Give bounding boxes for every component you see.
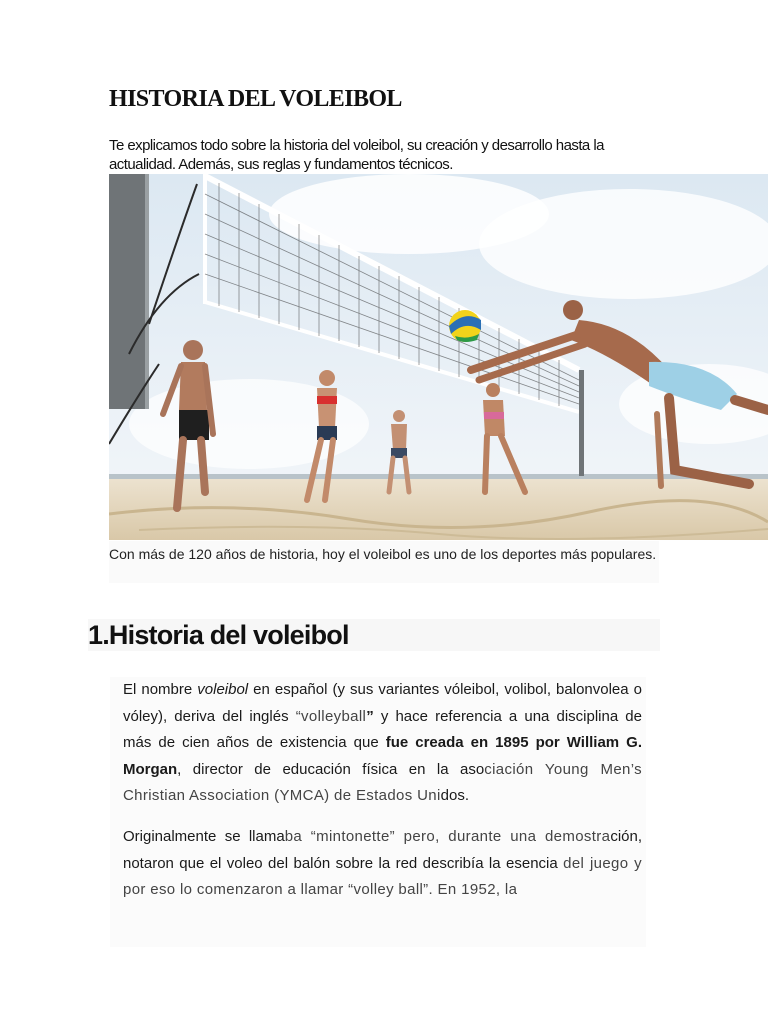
p1-text: , director de educación física en la aso	[177, 760, 485, 778]
p1-text: El nombre	[123, 681, 198, 698]
p2-light-volley-ball: del juego y por eso lo comenzaron a llamar “volley ball”. En 1952, la	[123, 854, 643, 899]
section-body	[110, 677, 646, 947]
paragraph-2	[110, 824, 646, 904]
beach-volleyball-photo	[109, 174, 768, 540]
p2-text: ción, notaron que el voleo del balón sobre la red describía la esencia	[123, 827, 642, 872]
p2-light-mintonette: ba “mintonette” pero, durante una demostra	[284, 827, 611, 845]
p1-bold-quote: ”	[366, 707, 374, 725]
photo-caption: Con más de 120 años de historia, hoy el voleibol es uno de los deportes más populares.	[109, 541, 659, 583]
p1-text: y hace referencia a una disciplina de más de cien años de existencia que	[123, 707, 642, 752]
document-title: HISTORIA DEL VOLEIBOL	[109, 86, 402, 112]
p1-quote-volleyball: “volleyball	[295, 707, 367, 725]
intro-paragraph: Te explicamos todo sobre la historia del voleibol, su creación y desarrollo hasta la actualidad. Además, sus reglas y fundamentos técnicos.	[109, 137, 604, 173]
paragraph-1	[110, 677, 646, 810]
p1-text: dos.	[440, 787, 470, 805]
p1-emphasis-voleibol: voleibol	[197, 681, 249, 698]
section-heading: 1.Historia del voleibol	[88, 619, 660, 651]
p1-light-ymca: ciación Young Men’s Christian Association (YMCA) de Estados Uni	[123, 760, 642, 805]
p1-text: en español (y sus variantes vóleibol, volibol, balonvolea o vóley), deriva del inglés	[123, 681, 642, 725]
player-far-right	[657, 414, 661, 486]
volleyball-ball	[449, 310, 481, 342]
p2-text: Originalmente se llama	[123, 827, 285, 845]
p1-bold-founder: fue creada en 1895 por William G. Morgan	[123, 734, 643, 778]
